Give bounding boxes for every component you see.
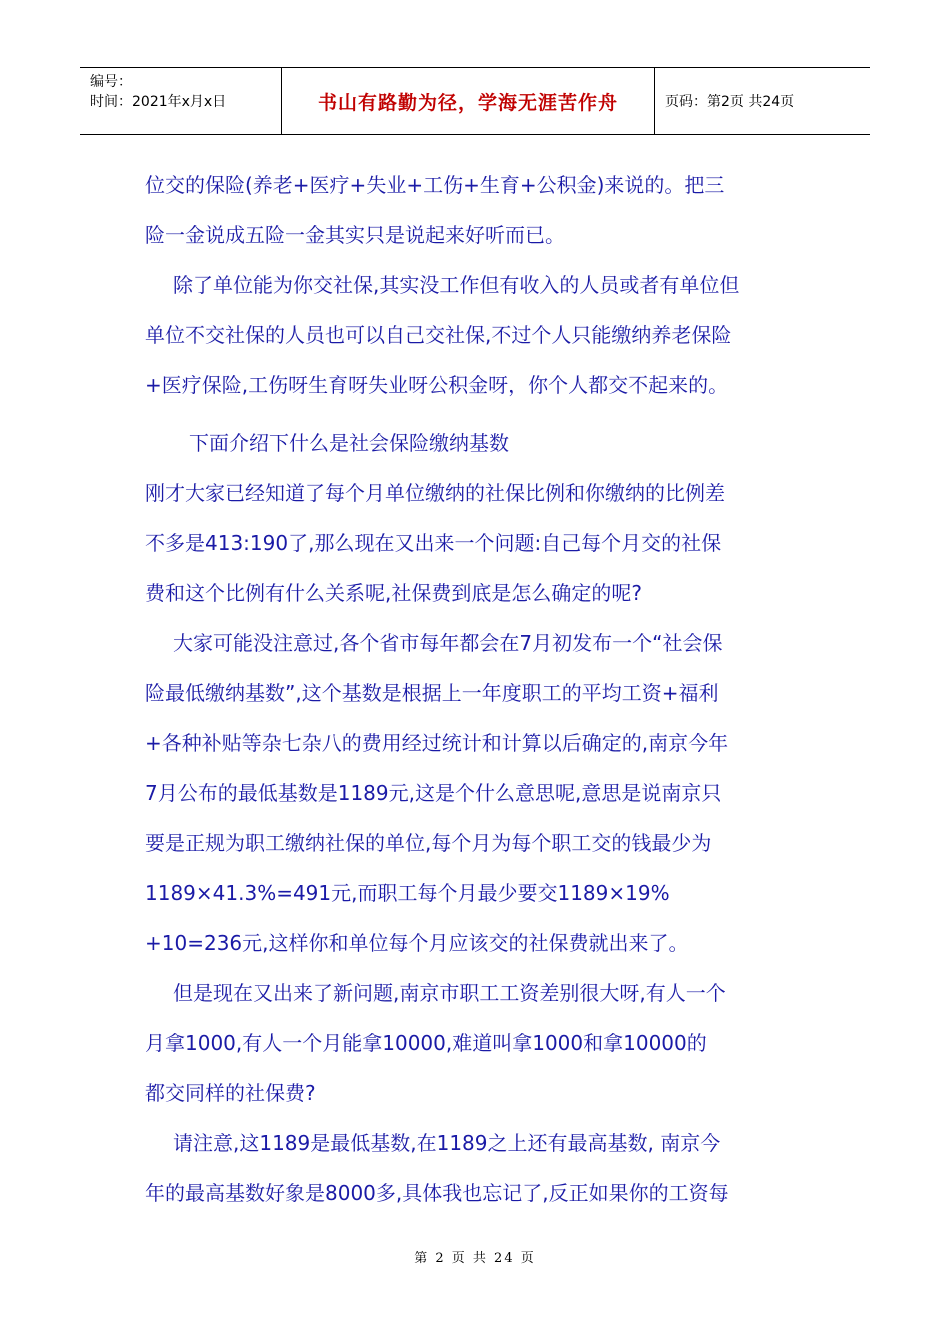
body-line: +10=236元,这样你和单位每个月应该交的社保费就出来了。 — [145, 931, 689, 955]
body-line: 不多是413:190了,那么现在又出来一个问题:自己每个月交的社保 — [145, 531, 722, 555]
header-page-info: 页码：第2页 共24页 — [665, 94, 795, 110]
body-line: 要是正规为职工缴纳社保的单位,每个月为每个职工交的钱最少为 — [145, 831, 712, 855]
body-line: 但是现在又出来了新问题,南京市职工工资差别很大呀,有人一个 — [173, 981, 726, 1005]
body-line: 1189×41.3%=491元,而职工每个月最少要交1189×19% — [145, 881, 670, 905]
body-line: +医疗保险,工伤呀生育呀失业呀公积金呀，你个人都交不起来的。 — [145, 373, 729, 397]
section-heading: 下面介绍下什么是社会保险缴纳基数 — [189, 431, 509, 455]
body-line: 单位不交社保的人员也可以自己交社保,不过个人只能缴纳养老保险 — [145, 323, 732, 347]
body-line: 刚才大家已经知道了每个月单位缴纳的社保比例和你缴纳的比例差 — [145, 481, 725, 505]
body-line: +各种补贴等杂七杂八的费用经过统计和计算以后确定的,南京今年 — [145, 731, 729, 755]
body-line: 月拿1000,有人一个月能拿10000,难道叫拿1000和拿10000的 — [145, 1031, 707, 1055]
body-line: 7月公布的最低基数是1189元,这是个什么意思呢,意思是说南京只 — [145, 781, 722, 805]
document-date-label: 时间：2021年x月x日 — [90, 94, 227, 110]
header-page-cell — [655, 68, 870, 134]
header-meta-cell — [80, 68, 282, 134]
body-line: 年的最高基数好象是8000多,具体我也忘记了,反正如果你的工资每 — [145, 1181, 729, 1205]
body-line: 大家可能没注意过,各个省市每年都会在7月初发布一个“社会保 — [173, 631, 723, 655]
body-line: 都交同样的社保费? — [145, 1081, 316, 1105]
body-line: 除了单位能为你交社保,其实没工作但有收入的人员或者有单位但 — [173, 273, 740, 297]
document-body — [145, 160, 813, 1218]
document-number-label: 编号： — [90, 74, 132, 90]
header-table — [80, 67, 870, 135]
header-motto: 书山有路勤为径，学海无涯苦作舟 — [317, 91, 618, 114]
body-line: 险最低缴纳基数”,这个基数是根据上一年度职工的平均工资+福利 — [145, 681, 719, 705]
body-line: 位交的保险(养老+医疗+失业+工伤+生育+公积金)来说的。把三 — [145, 173, 725, 197]
page-footer: 第 2 页 共 24 页 — [414, 1251, 536, 1266]
body-line: 请注意,这1189是最低基数,在1189之上还有最高基数, 南京今 — [173, 1131, 721, 1155]
body-line: 险一金说成五险一金其实只是说起来好听而已。 — [145, 223, 565, 247]
body-line: 费和这个比例有什么关系呢,社保费到底是怎么确定的呢? — [145, 581, 642, 605]
header-motto-cell — [282, 68, 655, 134]
